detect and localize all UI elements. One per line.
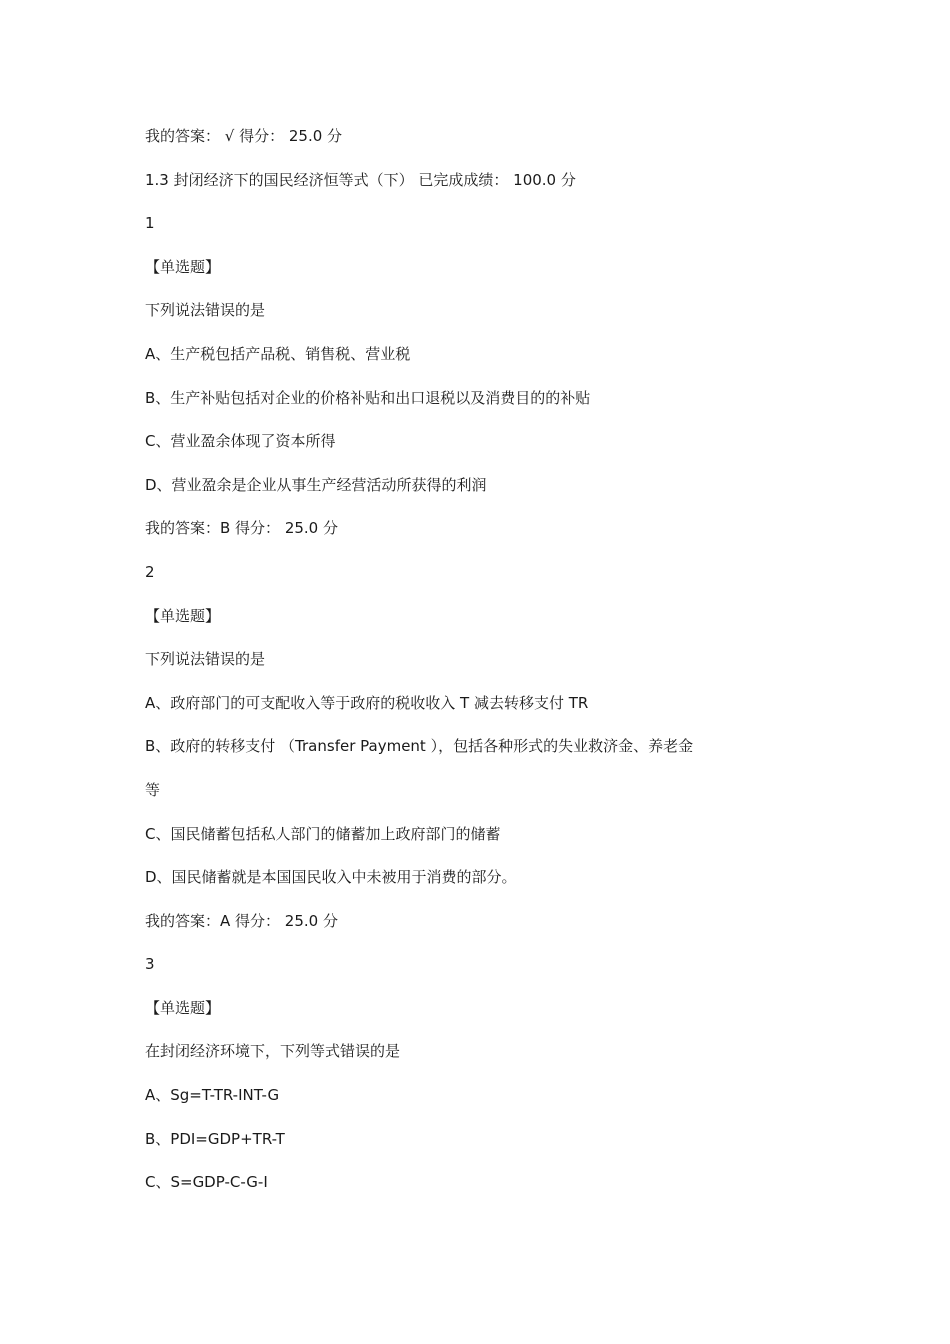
- q3-option-c: C、S=GDP-C-G-I: [145, 1173, 268, 1192]
- q2-option-c: C、国民储蓄包括私人部门的储蓄加上政府部门的储蓄: [145, 824, 501, 843]
- question-type-2: 【单选题】: [145, 606, 221, 625]
- q3-option-b: B、PDI=GDP+TR-T: [145, 1129, 285, 1148]
- q2-option-d: D、国民储蓄就是本国国民收入中未被用于消费的部分。: [145, 868, 517, 887]
- q2-answer: 我的答案：A 得分： 25.0 分: [145, 911, 338, 930]
- q1-answer: 我的答案：B 得分： 25.0 分: [145, 519, 338, 538]
- q1-option-d: D、营业盈余是企业从事生产经营活动所获得的利润: [145, 475, 487, 494]
- question-type-3: 【单选题】: [145, 998, 221, 1017]
- q1-option-b: B、生产补贴包括对企业的价格补贴和出口退税以及消费目的的补贴: [145, 388, 591, 407]
- question-number-1: 1: [145, 214, 155, 233]
- q2-option-b: B、政府的转移支付 （Transfer Payment ），包括各种形式的失业救济金、养老金: [145, 737, 694, 756]
- q1-option-a: A、生产税包括产品税、销售税、营业税: [145, 344, 411, 363]
- q1-option-c: C、营业盈余体现了资本所得: [145, 432, 336, 451]
- question-stem-1: 下列说法错误的是: [145, 301, 266, 320]
- q2-option-a: A、政府部门的可支配收入等于政府的税收收入 T 减去转移支付 TR: [145, 693, 589, 712]
- q3-option-a: A、Sg=T-TR-INT-G: [145, 1086, 280, 1105]
- document-body: [145, 123, 765, 1213]
- question-number-2: 2: [145, 562, 155, 581]
- question-stem-3: 在封闭经济环境下，下列等式错误的是: [145, 1042, 401, 1061]
- answer-line-prev: 我的答案： √ 得分： 25.0 分: [145, 127, 343, 145]
- q2-option-b-continued: 等: [145, 780, 161, 799]
- section-heading: 1.3 封闭经济下的国民经济恒等式（下） 已完成成绩： 100.0 分: [145, 170, 576, 189]
- question-stem-2: 下列说法错误的是: [145, 650, 266, 669]
- question-number-3: 3: [145, 955, 155, 974]
- question-type-1: 【单选题】: [145, 257, 221, 276]
